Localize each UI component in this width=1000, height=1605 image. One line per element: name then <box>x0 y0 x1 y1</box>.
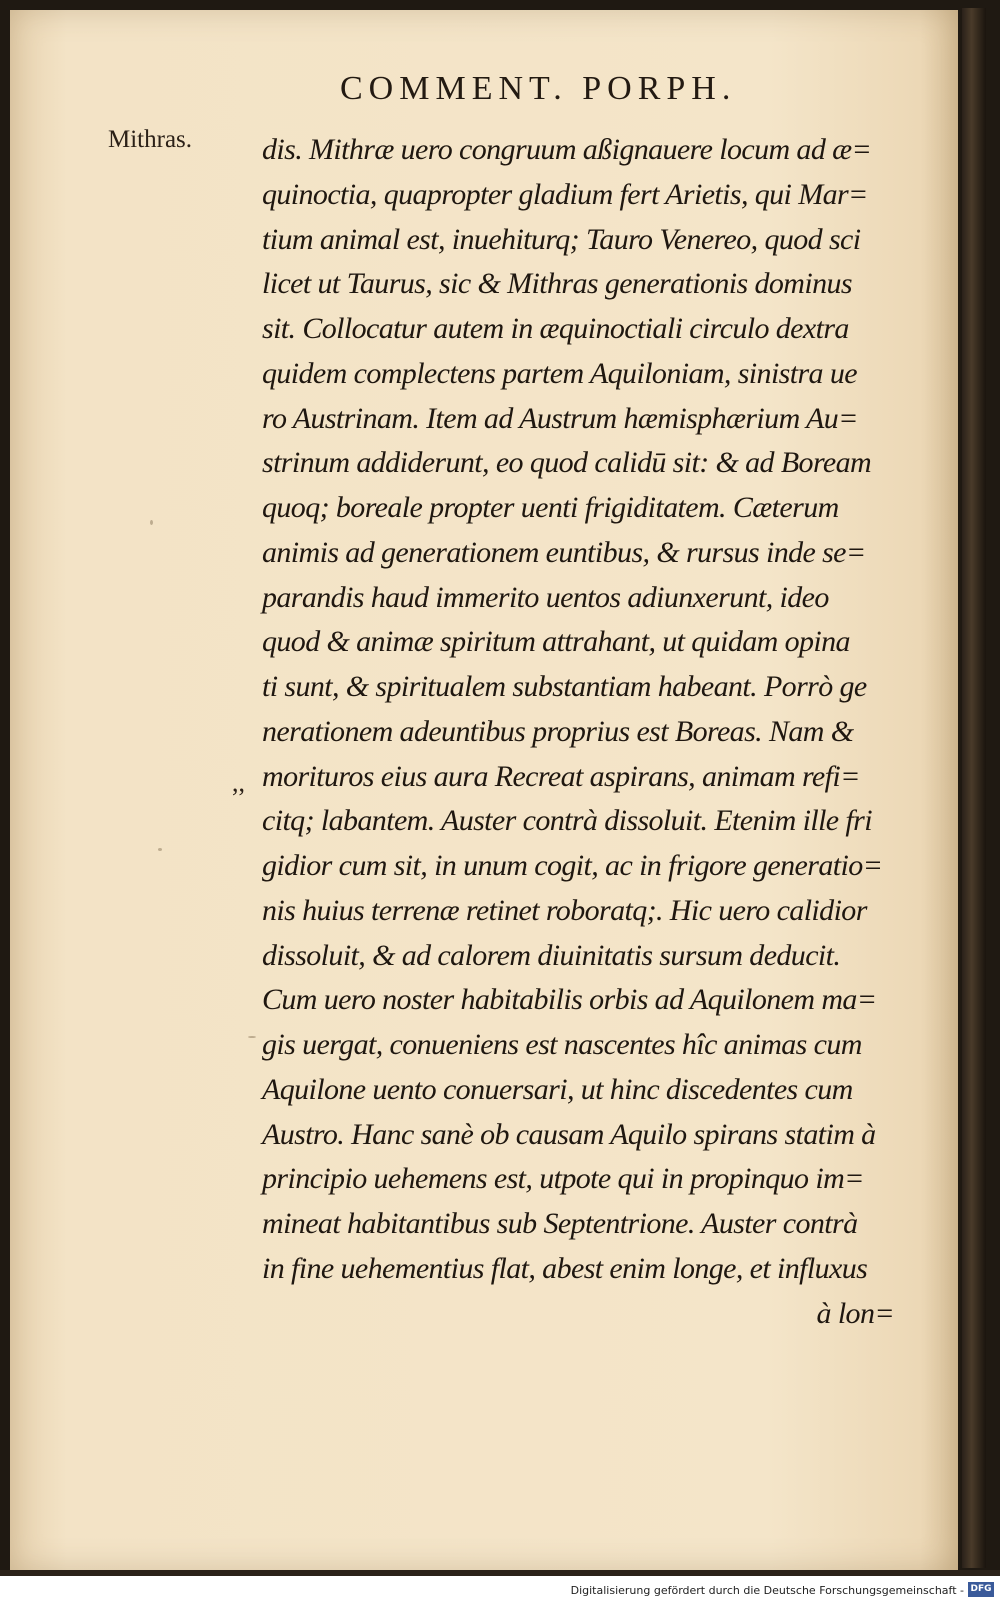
paper-speck <box>158 848 162 851</box>
text-line: in fine uehementius flat, abest enim longe, et influxus <box>262 1251 868 1285</box>
text-line: nerationem adeuntibus proprius est Boreas. Nam & <box>262 714 854 748</box>
text-line: gis uergat, conueniens est nascentes hîc animas cum <box>262 1028 862 1061</box>
text-line: quoq; boreale propter uenti frigiditatem. Cæterum <box>262 491 839 524</box>
text-line: licet ut Taurus, sic & Mithras generationis dominus <box>262 267 852 301</box>
text-line: animis ad generationem euntibus, & rursus inde se= <box>262 535 866 569</box>
text-line: quod & animæ spiritum attrahant, ut quidam opina <box>262 625 850 659</box>
paper-speck <box>248 1036 256 1038</box>
text-line: Austro. Hanc sanè ob causam Aquilo spirans statim à <box>262 1117 876 1151</box>
text-line: citq; labantem. Auster contrà dissoluit. Etenim ille fri <box>262 804 872 838</box>
text-line: tium animal est, inuehiturq; Tauro Venereo, quod sci <box>262 222 861 256</box>
text-line: strinum addiderunt, eo quod calidū sit: & ad Boream <box>262 446 872 480</box>
text-line: quidem complectens partem Aquiloniam, sinistra ue <box>262 356 857 390</box>
digitization-credit: Digitalisierung gefördert durch die Deutsche Forschungsgemeinschaft - <box>570 1584 964 1597</box>
text-line: dis. Mithræ uero congruum aßignauere locum ad æ= <box>262 133 872 166</box>
running-head: COMMENT. PORPH. <box>340 70 737 107</box>
text-line: mineat habitantibus sub Septentrione. Auster contrà <box>262 1207 858 1240</box>
text-line: Aquilone uento conuersari, ut hinc discedentes cum <box>262 1072 853 1106</box>
quotation-mark: ,, <box>232 768 245 797</box>
text-line: dissoluit, & ad calorem diuinitatis sursum deducit. <box>262 938 841 972</box>
text-line: morituros eius aura Recreat aspirans, animam refi= <box>262 759 860 793</box>
paper-speck <box>150 520 153 525</box>
page-edge-shadow <box>962 8 986 1568</box>
text-line: nis huius terrenæ retinet roboratq;. Hic uero calidior <box>262 893 867 927</box>
text-line: sit. Collocatur autem in æquinoctiali circulo dextra <box>262 312 849 345</box>
text-line: quinoctia, quapropter gladium fert Arietis, qui Mar= <box>262 177 868 211</box>
body-text <box>262 128 942 1336</box>
marginal-note: Mithras. <box>108 126 193 153</box>
text-line: gidior cum sit, in unum cogit, ac in frigore generatio= <box>262 849 883 882</box>
dfg-logo: DFG <box>968 1582 994 1597</box>
text-line: Cum uero noster habitabilis orbis ad Aquilonem ma= <box>262 983 877 1017</box>
text-line: parandis haud immerito uentos adiunxerunt, ideo <box>262 580 829 614</box>
text-line: ro Austrinam. Item ad Austrum hæmisphærium Au= <box>262 401 858 435</box>
text-line: ti sunt, & spiritualem substantiam habeant. Porrò ge <box>262 670 867 703</box>
catchword: à lon= <box>816 1296 894 1330</box>
text-line: principio uehemens est, utpote qui in propinquo im= <box>262 1162 864 1196</box>
